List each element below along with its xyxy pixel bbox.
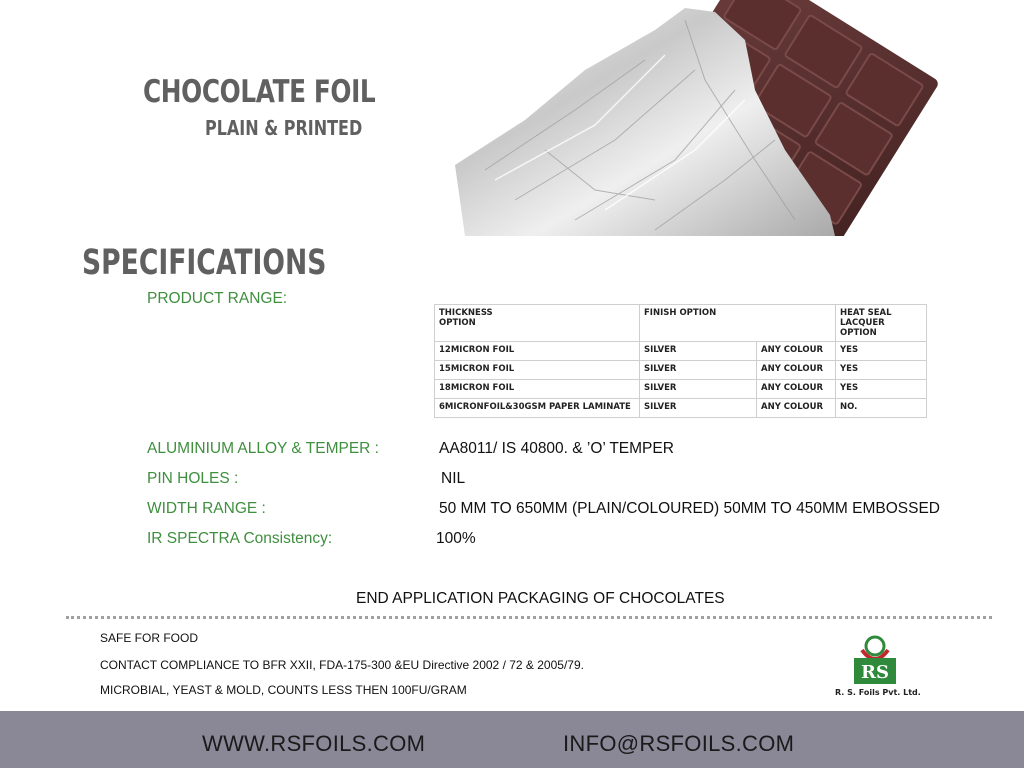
table-cell: ANY COLOUR xyxy=(757,342,836,361)
product-range-label: PRODUCT RANGE: xyxy=(147,290,288,307)
table-row xyxy=(435,380,927,399)
table-cell: SILVER xyxy=(640,399,757,418)
table-cell: SILVER xyxy=(640,380,757,399)
table-header-cell: HEAT SEAL LACQUER OPTION xyxy=(836,305,927,342)
dotted-divider xyxy=(66,616,992,619)
chocolate-foil-image xyxy=(455,0,990,236)
table-row xyxy=(435,399,927,418)
table-cell: YES xyxy=(836,361,927,380)
table-cell: 15MICRON FOIL xyxy=(435,361,640,380)
table-header-cell: FINISH OPTION xyxy=(640,305,836,342)
table-row xyxy=(435,342,927,361)
table-cell: SILVER xyxy=(640,361,757,380)
table-header-row xyxy=(435,305,927,342)
page-subtitle: PLAIN & PRINTED xyxy=(205,116,363,140)
table-cell: ANY COLOUR xyxy=(757,361,836,380)
page-title: CHOCOLATE FOIL xyxy=(143,74,376,110)
company-logo xyxy=(832,634,922,700)
end-application-text: END APPLICATION PACKAGING OF CHOCOLATES xyxy=(356,590,725,607)
table-row xyxy=(435,361,927,380)
table-cell: YES xyxy=(836,380,927,399)
table-cell: YES xyxy=(836,342,927,361)
alloy-value: AA8011/ IS 40800. & ’O’ TEMPER xyxy=(439,440,674,457)
note-safe-for-food: SAFE FOR FOOD xyxy=(100,631,199,645)
width-range-label: WIDTH RANGE : xyxy=(147,500,266,517)
table-cell: 12MICRON FOIL xyxy=(435,342,640,361)
width-range-value: 50 MM TO 650MM (PLAIN/COLOURED) 50MM TO 450MM EMBOSSED xyxy=(439,500,941,517)
table-cell: NO. xyxy=(836,399,927,418)
website-link[interactable]: WWW.RSFOILS.COM xyxy=(202,731,426,756)
specifications-heading: SPECIFICATIONS xyxy=(82,243,327,283)
ir-spectra-value: 100% xyxy=(436,530,476,547)
company-name: R. S. Foils Pvt. Ltd. xyxy=(835,688,921,697)
table-cell: ANY COLOUR xyxy=(757,380,836,399)
pin-holes-value: NIL xyxy=(441,470,466,487)
rs-logo-mark-icon xyxy=(832,634,922,686)
table-cell: 6MICRONFOIL&30GSM PAPER LAMINATE xyxy=(435,399,640,418)
product-range-table xyxy=(434,304,927,418)
table-cell: 18MICRON FOIL xyxy=(435,380,640,399)
pin-holes-label: PIN HOLES : xyxy=(147,470,239,487)
table-cell: SILVER xyxy=(640,342,757,361)
table-cell: ANY COLOUR xyxy=(757,399,836,418)
svg-text:RS: RS xyxy=(861,662,889,683)
footer-bar xyxy=(0,711,1024,768)
alloy-label: ALUMINIUM ALLOY & TEMPER : xyxy=(147,440,379,457)
email-link[interactable]: INFO@RSFOILS.COM xyxy=(563,731,795,756)
table-header-cell: THICKNESS OPTION xyxy=(435,305,640,342)
note-contact-compliance: CONTACT COMPLIANCE TO BFR XXII, FDA-175-300 &EU Directive 2002 / 72 & 2005/79. xyxy=(100,658,584,672)
ir-spectra-label: IR SPECTRA Consistency: xyxy=(147,530,333,547)
note-microbial: MICROBIAL, YEAST & MOLD, COUNTS LESS THEN 100FU/GRAM xyxy=(100,683,467,697)
